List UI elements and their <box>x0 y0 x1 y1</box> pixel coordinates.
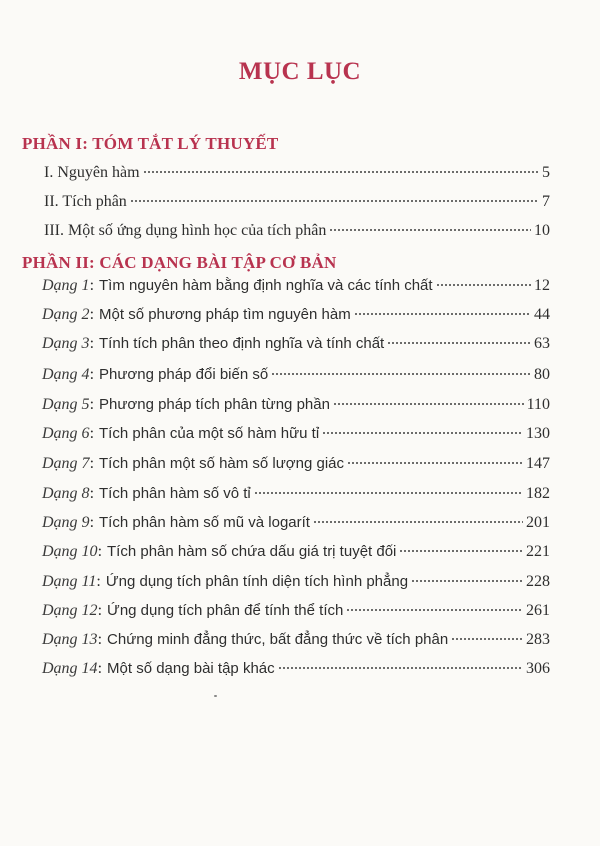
toc-entry-page: 306 <box>526 660 550 677</box>
toc-entry-page: 12 <box>534 277 550 294</box>
dang-label: Dạng 6 <box>42 425 90 442</box>
toc-entry-dang-5[interactable]: Dạng 5 : Phương pháp tích phân từng phần 110 <box>42 396 550 413</box>
toc-entry-text: II. Tích phân <box>44 193 127 210</box>
dot-leader <box>130 199 539 203</box>
toc-entry-page: 261 <box>526 602 550 619</box>
toc-entry-text: Một số phương pháp tìm nguyên hàm <box>99 306 351 323</box>
part-2-heading: PHẦN II: CÁC DẠNG BÀI TẬP CƠ BẢN <box>22 253 337 272</box>
part-1-heading: PHẦN I: TÓM TẮT LÝ THUYẾT <box>22 134 279 153</box>
dot-leader <box>254 491 523 495</box>
toc-entry-page: 201 <box>526 514 550 531</box>
toc-entry-dang-14[interactable]: Dạng 14 : Một số dạng bài tập khác 306 <box>42 660 550 677</box>
toc-entry-page: 44 <box>534 306 550 323</box>
dot-leader <box>399 549 523 553</box>
toc-entry-dang-7[interactable]: Dạng 7 : Tích phân một số hàm số lượng giác 147 <box>42 455 550 472</box>
page-title: MỤC LỤC <box>238 58 362 85</box>
dot-leader <box>329 228 531 232</box>
toc-entry-text: Tích phân hàm số vô tỉ <box>99 485 251 502</box>
dang-label: Dạng 7 <box>42 455 90 472</box>
toc-entry-page: 5 <box>542 164 550 181</box>
dang-label: Dạng 3 <box>42 335 90 352</box>
toc-entry-text: Ứng dụng tích phân để tính thể tích <box>107 602 344 619</box>
toc-entry-text: Ứng dụng tích phân tính diện tích hình phẳng <box>105 573 409 590</box>
toc-entry-text: Tìm nguyên hàm bằng định nghĩa và các tính chất <box>99 277 433 294</box>
toc-entry-text: Tích phân hàm số mũ và logarít <box>99 514 310 531</box>
paper-speck <box>214 695 217 697</box>
toc-entry-text: I. Nguyên hàm <box>44 164 140 181</box>
dot-leader <box>322 431 523 435</box>
toc-entry-dang-10[interactable]: Dạng 10 : Tích phân hàm số chứa dấu giá trị tuyệt đối 221 <box>42 543 550 560</box>
toc-entry-dang-3[interactable]: Dạng 3 : Tính tích phân theo định nghĩa và tính chất 63 <box>42 335 550 352</box>
dot-leader <box>411 579 523 583</box>
dang-label: Dạng 11 <box>42 573 97 590</box>
dot-leader <box>354 312 531 316</box>
dot-leader <box>347 461 523 465</box>
toc-entry-page: 221 <box>526 543 550 560</box>
toc-entry-dang-4[interactable]: Dạng 4 : Phương pháp đổi biến số 80 <box>42 366 550 383</box>
toc-entry-dang-9[interactable]: Dạng 9 : Tích phân hàm số mũ và logarít 201 <box>42 514 550 531</box>
dang-label: Dạng 10 <box>42 543 98 560</box>
toc-entry-page: 63 <box>534 335 550 352</box>
toc-entry-text: Một số dạng bài tập khác <box>107 660 275 677</box>
toc-entry-page: 10 <box>534 222 550 239</box>
toc-entry-text: III. Một số ứng dụng hình học của tích phân <box>44 222 327 239</box>
toc-entry-page: 7 <box>542 193 550 210</box>
toc-entry-page: 110 <box>526 396 550 413</box>
toc-entry-text: Tích phân của một số hàm hữu tỉ <box>99 425 320 442</box>
toc-entry-page: 283 <box>526 631 550 648</box>
toc-entry-ung-dung-hinh-hoc[interactable] <box>44 222 550 244</box>
toc-entry-dang-13[interactable]: Dạng 13 : Chứng minh đẳng thức, bất đẳng thức về tích phân 283 <box>42 631 550 648</box>
toc-entry-dang-12[interactable]: Dạng 12 : Ứng dụng tích phân để tính thể tích 261 <box>42 602 550 619</box>
dang-label: Dạng 5 <box>42 396 90 413</box>
dot-leader <box>333 402 524 406</box>
toc-entry-text: Phương pháp đổi biến số <box>99 366 269 383</box>
dot-leader <box>143 170 539 174</box>
toc-entry-text: Tích phân một số hàm số lượng giác <box>99 455 345 472</box>
toc-entry-text: Phương pháp tích phân từng phần <box>99 396 330 413</box>
dang-label: Dạng 1 <box>42 277 90 294</box>
dang-label: Dạng 2 <box>42 306 90 323</box>
dot-leader <box>451 637 523 641</box>
toc-entry-page: 80 <box>534 366 550 383</box>
dang-label: Dạng 13 <box>42 631 98 648</box>
dot-leader <box>346 608 523 612</box>
toc-entry-dang-8[interactable]: Dạng 8 : Tích phân hàm số vô tỉ 182 <box>42 485 550 502</box>
dot-leader <box>271 372 531 376</box>
dot-leader <box>278 666 523 670</box>
toc-entry-page: 182 <box>526 485 550 502</box>
dot-leader <box>387 341 531 345</box>
toc-entry-text: Tích phân hàm số chứa dấu giá trị tuyệt đối <box>107 543 397 560</box>
dot-leader <box>313 520 523 524</box>
toc-entry-page: 147 <box>526 455 550 472</box>
dang-label: Dạng 12 <box>42 602 98 619</box>
dang-label: Dạng 9 <box>42 514 90 531</box>
dang-label: Dạng 8 <box>42 485 90 502</box>
toc-entry-text: Tính tích phân theo định nghĩa và tính chất <box>99 335 385 352</box>
toc-entry-page: 130 <box>526 425 550 442</box>
toc-entry-nguyen-ham[interactable] <box>44 164 550 186</box>
toc-entry-dang-1[interactable]: Dạng 1 : Tìm nguyên hàm bằng định nghĩa và các tính chất 12 <box>42 277 550 294</box>
dang-label: Dạng 4 <box>42 366 90 383</box>
dang-label: Dạng 14 <box>42 660 98 677</box>
toc-entry-tich-phan[interactable] <box>44 193 550 215</box>
toc-entry-dang-2[interactable]: Dạng 2 : Một số phương pháp tìm nguyên hàm 44 <box>42 306 550 323</box>
toc-entry-text: Chứng minh đẳng thức, bất đẳng thức về tích phân <box>107 631 449 648</box>
toc-entry-dang-6[interactable]: Dạng 6 : Tích phân của một số hàm hữu tỉ 130 <box>42 425 550 442</box>
dot-leader <box>436 283 531 287</box>
toc-entry-page: 228 <box>526 573 550 590</box>
toc-entry-dang-11[interactable]: Dạng 11 : Ứng dụng tích phân tính diện tích hình phẳng 228 <box>42 573 550 590</box>
